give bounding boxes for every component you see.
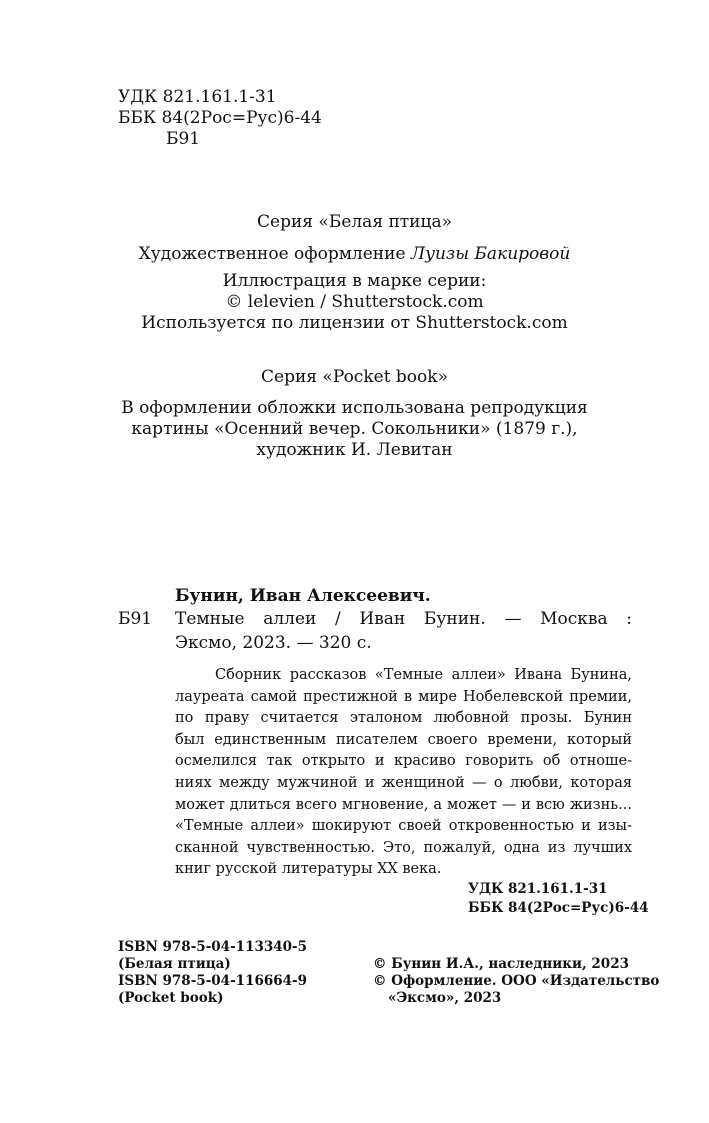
series-white-bird: Серия «Белая птица» — [257, 212, 452, 232]
isbn-pocket-book-note: (Pocket book) — [118, 990, 224, 1006]
bbk-code: ББК 84(2Рос=Рус)6-44 — [118, 108, 322, 128]
annotation-line: по праву считается эталоном любовной прозы. Бунин — [175, 710, 632, 727]
copyright-line3: «Эксмо», 2023 — [388, 990, 502, 1006]
catalog-author: Бунин, Иван Алексеевич. — [175, 586, 431, 606]
annotation-line: ниях между мужчиной и женщиной — о любви, которая — [175, 774, 632, 791]
annotation-line: осмелился так открыто и красиво говорить об отноше- — [175, 753, 632, 770]
isbn-white-bird-note: (Белая птица) — [118, 956, 231, 972]
illustration-credit-line2: © lelevien / Shutterstock.com — [225, 292, 484, 312]
cover-credit-line2: картины «Осенний вечер. Сокольники» (1879 г.), — [131, 419, 578, 439]
annotation-line: был единственным писателем своего времени, который — [175, 731, 632, 748]
illustration-credit-line3: Используется по лицензии от Shutterstock.com — [141, 313, 568, 333]
catalog-udk: УДК 821.161.1-31 — [468, 881, 608, 897]
udk-code: УДК 821.161.1-31 — [118, 87, 277, 107]
annotation-line: «Темные аллеи» шокируют своей откровенностью и изы- — [175, 818, 632, 835]
cover-credit-line1: В оформлении обложки использована репродукция — [121, 398, 588, 418]
author-mark: Б91 — [166, 129, 201, 149]
catalog-author-mark: Б91 — [118, 609, 153, 629]
design-credit-prefix: Художественное оформление — [138, 244, 411, 264]
design-credit — [0, 243, 709, 265]
isbn-pocket-book: ISBN 978-5-04-116664-9 — [118, 973, 308, 989]
design-credit-artist: Луизы Бакировой — [410, 244, 571, 264]
annotation-line: книг русской литературы XX века. — [175, 861, 442, 878]
illustration-credit-line1: Иллюстрация в марке серии: — [222, 271, 487, 291]
catalog-title-line2: Эксмо, 2023. — 320 с. — [175, 633, 372, 653]
annotation-line: лауреата самой престижной в мире Нобелевской премии, — [175, 688, 632, 705]
annotation-line: Сборник рассказов «Темные аллеи» Ивана Бунина, — [215, 667, 632, 683]
annotation — [175, 665, 632, 881]
catalog-bbk: ББК 84(2Рос=Рус)6-44 — [468, 900, 649, 916]
isbn-white-bird: ISBN 978-5-04-113340-5 — [118, 939, 308, 955]
cover-credit-line3: художник И. Левитан — [256, 440, 453, 460]
annotation-line: сканной чувственностью. Это, пожалуй, одна из лучших — [175, 839, 632, 856]
copyright-line2: © Оформление. ООО «Издательство — [373, 973, 660, 989]
copyright-line1: © Бунин И.А., наследники, 2023 — [373, 956, 629, 972]
series-pocket-book: Серия «Pocket book» — [261, 367, 448, 387]
annotation-line: может длиться всего мгновение, а может — и всю жизнь... — [175, 796, 632, 813]
catalog-title-line1: Темные аллеи / Иван Бунин. — Москва : — [175, 609, 632, 629]
